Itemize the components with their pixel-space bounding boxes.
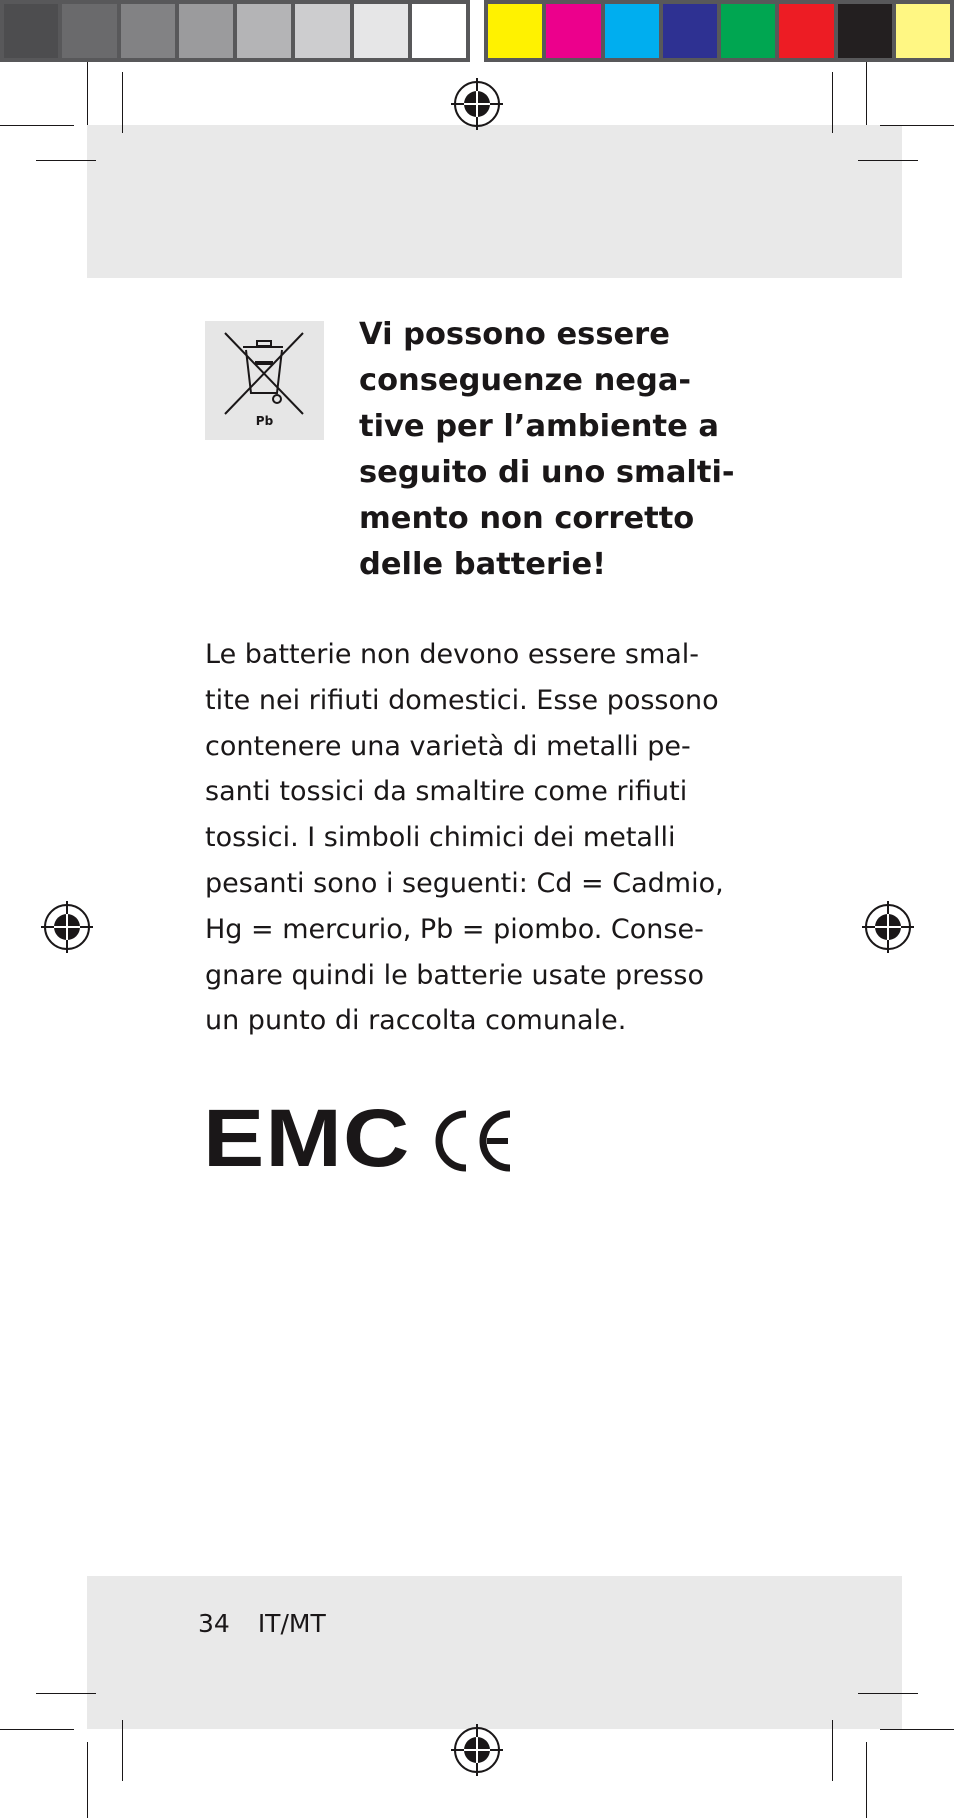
crop-mark <box>0 125 74 126</box>
crop-mark <box>36 160 96 161</box>
crop-mark <box>832 1720 833 1781</box>
crop-mark <box>87 1742 88 1818</box>
gray-swatch <box>237 4 295 58</box>
crop-mark <box>87 62 88 125</box>
color-swatch <box>896 4 950 58</box>
registration-mark-icon <box>41 901 93 953</box>
warning-line: tive per l’ambiente a <box>359 409 719 444</box>
footer-band <box>87 1576 902 1729</box>
paragraph-line: Hg = mercurio, Pb = piombo. Conse- <box>205 913 704 945</box>
crop-mark <box>866 1742 867 1818</box>
page-footer <box>198 1609 354 1639</box>
color-swatch <box>838 4 896 58</box>
paragraph-line: tite nei rifiuti domestici. Esse possono <box>205 684 719 716</box>
crop-mark <box>858 160 918 161</box>
crop-mark <box>858 1693 918 1694</box>
crop-mark <box>36 1693 96 1694</box>
emc-mark: EMC <box>203 1093 411 1184</box>
color-calibration-bar <box>484 0 954 62</box>
warning-line: Vi possono essere <box>359 317 670 352</box>
ce-mark-icon <box>432 1110 516 1172</box>
color-swatch <box>605 4 663 58</box>
crop-mark <box>122 72 123 133</box>
battery-disposal-symbol <box>205 321 324 440</box>
gray-swatch <box>295 4 353 58</box>
heavy-metal-label: Pb <box>255 414 274 428</box>
color-swatch <box>721 4 779 58</box>
gray-swatch <box>179 4 237 58</box>
paragraph-line: santi tossici da smaltire come rifiuti <box>205 776 688 808</box>
color-swatch <box>663 4 721 58</box>
registration-mark-icon <box>451 1724 503 1776</box>
crop-mark <box>122 1720 123 1781</box>
gray-swatch <box>121 4 179 58</box>
warning-line: delle batterie! <box>359 547 607 582</box>
crop-mark <box>880 1729 954 1730</box>
locale-code: IT/MT <box>257 1609 326 1638</box>
gray-swatch <box>412 4 466 58</box>
header-band <box>87 125 902 278</box>
gray-calibration-bar <box>0 0 470 62</box>
warning-line: mento non corretto <box>359 501 695 536</box>
paragraph-line: tossici. I simboli chimici dei metalli <box>205 822 676 854</box>
crop-mark <box>832 72 833 133</box>
gray-swatch <box>62 4 120 58</box>
warning-line: conseguenze nega- <box>359 363 692 398</box>
registration-mark-icon <box>862 901 914 953</box>
paragraph-line: gnare quindi le batterie usate presso <box>205 959 704 991</box>
registration-mark-icon <box>451 78 503 130</box>
paragraph-line: pesanti sono i seguenti: Cd = Cadmio, <box>205 867 724 899</box>
crop-mark <box>0 1729 74 1730</box>
color-swatch <box>546 4 604 58</box>
disposal-warning <box>359 312 779 588</box>
crop-mark <box>866 62 867 125</box>
paragraph-line: contenere una varietà di metalli pe- <box>205 730 691 762</box>
paragraph-line: un punto di raccolta comunale. <box>205 1005 627 1037</box>
color-swatch <box>779 4 837 58</box>
battery-disposal-paragraph <box>205 632 765 1044</box>
crop-mark <box>880 125 954 126</box>
gray-swatch <box>354 4 412 58</box>
paragraph-line: Le batterie non devono essere smal- <box>205 639 700 670</box>
warning-line: seguito di uno smalti- <box>359 455 735 490</box>
gray-swatch <box>4 4 62 58</box>
page-number: 34 <box>198 1609 230 1638</box>
color-swatch <box>488 4 546 58</box>
